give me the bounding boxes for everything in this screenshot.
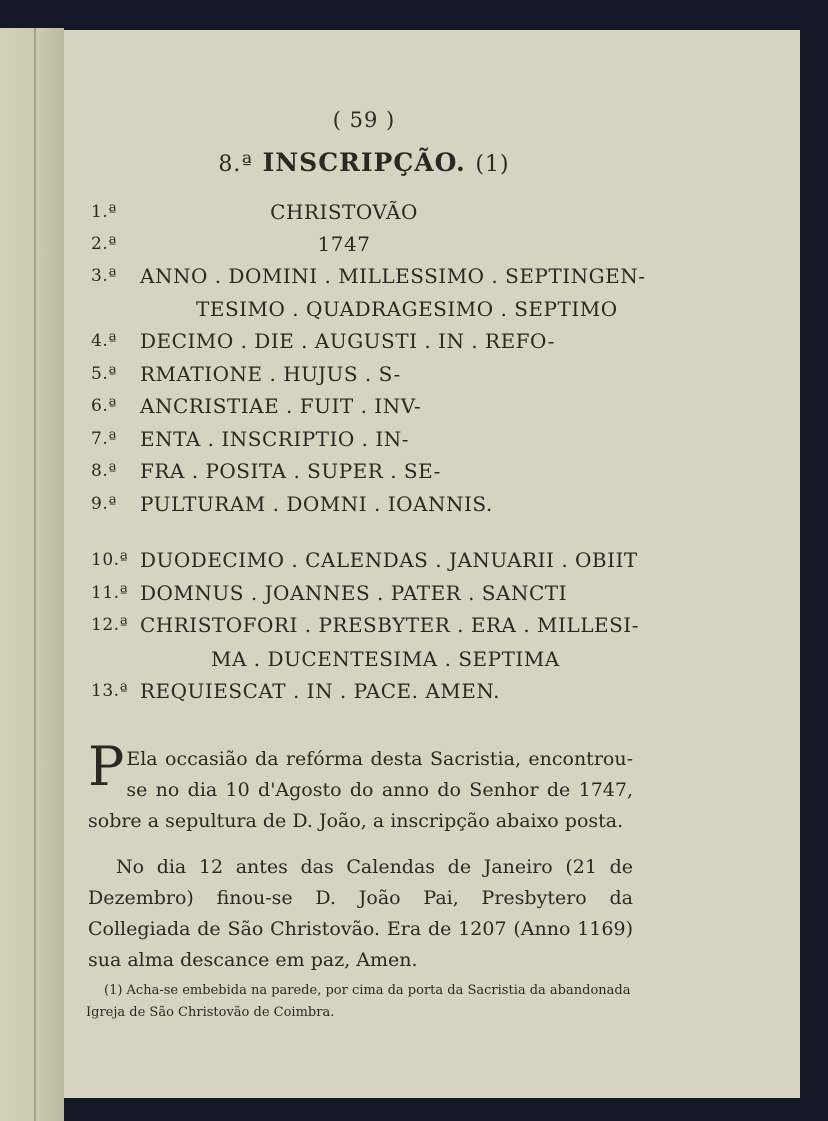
line-text: REQUIESCAT . IN . PACE. AMEN. — [140, 679, 500, 703]
inscription-line — [64, 548, 800, 578]
line-number: 3.ª — [91, 266, 117, 286]
line-text: ANNO . DOMINI . MILLESSIMO . SEPTINGEN- — [140, 264, 646, 288]
inscription-line — [64, 427, 800, 457]
line-number: 2.ª — [91, 234, 117, 254]
line-number: 6.ª — [91, 396, 117, 416]
line-number: 10.ª — [91, 550, 129, 570]
line-text: CHRISTOVÃO — [270, 200, 418, 224]
inscription-line — [64, 613, 800, 643]
inscription-line — [64, 200, 800, 230]
inscription-heading — [64, 148, 664, 177]
line-number: 5.ª — [91, 364, 117, 384]
inscription-line — [64, 581, 800, 611]
description-paragraph — [88, 735, 633, 837]
inscription-line — [64, 647, 800, 677]
line-number: 11.ª — [91, 583, 129, 603]
line-text: ENTA . INSCRIPTIO . IN- — [140, 427, 410, 451]
inscription-line — [64, 362, 800, 392]
footnote-reference: (1) — [475, 152, 510, 177]
line-text: PULTURAM . DOMNI . IOANNIS. — [140, 492, 493, 516]
inscription-line — [64, 492, 800, 522]
book-page — [64, 30, 800, 1098]
line-number: 8.ª — [91, 461, 117, 481]
line-number: 1.ª — [91, 202, 117, 222]
line-text: 1747 — [317, 232, 371, 256]
line-text: CHRISTOFORI . PRESBYTER . ERA . MILLESI- — [140, 613, 639, 637]
line-number: 7.ª — [91, 429, 117, 449]
line-text: DUODECIMO . CALENDAS . JANUARII . OBIIT — [140, 548, 638, 572]
line-number: 9.ª — [91, 494, 117, 514]
line-text: DECIMO . DIE . AUGUSTI . IN . REFO- — [140, 329, 555, 353]
inscription-line — [64, 232, 800, 262]
inscription-line — [64, 329, 800, 359]
line-text: TESIMO . QUADRAGESIMO . SEPTIMO — [196, 297, 618, 321]
inscription-line — [64, 679, 800, 709]
line-text: RMATIONE . HUJUS . S- — [140, 362, 401, 386]
drop-cap: P — [88, 735, 125, 798]
line-text: FRA . POSITA . SUPER . SE- — [140, 459, 441, 483]
inscription-line — [64, 459, 800, 489]
line-text: ANCRISTIAE . FUIT . INV- — [140, 394, 422, 418]
line-number: 13.ª — [91, 681, 129, 701]
description-text: Ela occasião da refórma desta Sacristia, encontrou-se no dia 10 d'Agosto do anno do Senhor de 1747, sobre a sepultura de D. João, a inscripção abaixo posta. — [88, 748, 633, 832]
inscription-line — [64, 394, 800, 424]
line-text: MA . DUCENTESIMA . SEPTIMA — [211, 647, 560, 671]
line-number: 12.ª — [91, 615, 129, 635]
heading-title: INSCRIPÇÃO. — [262, 148, 466, 177]
translation-paragraph: No dia 12 antes das Calendas de Janeiro (21 de Dezembro) finou-se D. João Pai, Presbytero da Collegiada de São Christovão. Era de 1207 (Anno 1169) sua alma descance em paz, Amen. — [88, 856, 633, 971]
page-number: ( 59 ) — [332, 108, 396, 132]
heading-number: 8.ª — [218, 152, 253, 177]
line-number: 4.ª — [91, 331, 117, 351]
footnote: (1) Acha-se embebida na parede, por cima da porta da Sacristia da abandonada Igreja de São Christovão de Coimbra. — [86, 983, 631, 1020]
facing-page-edge — [0, 28, 64, 1121]
inscription-line — [64, 297, 800, 327]
inscription-line — [64, 264, 800, 294]
line-text: DOMNUS . JOANNES . PATER . SANCTI — [140, 581, 567, 605]
